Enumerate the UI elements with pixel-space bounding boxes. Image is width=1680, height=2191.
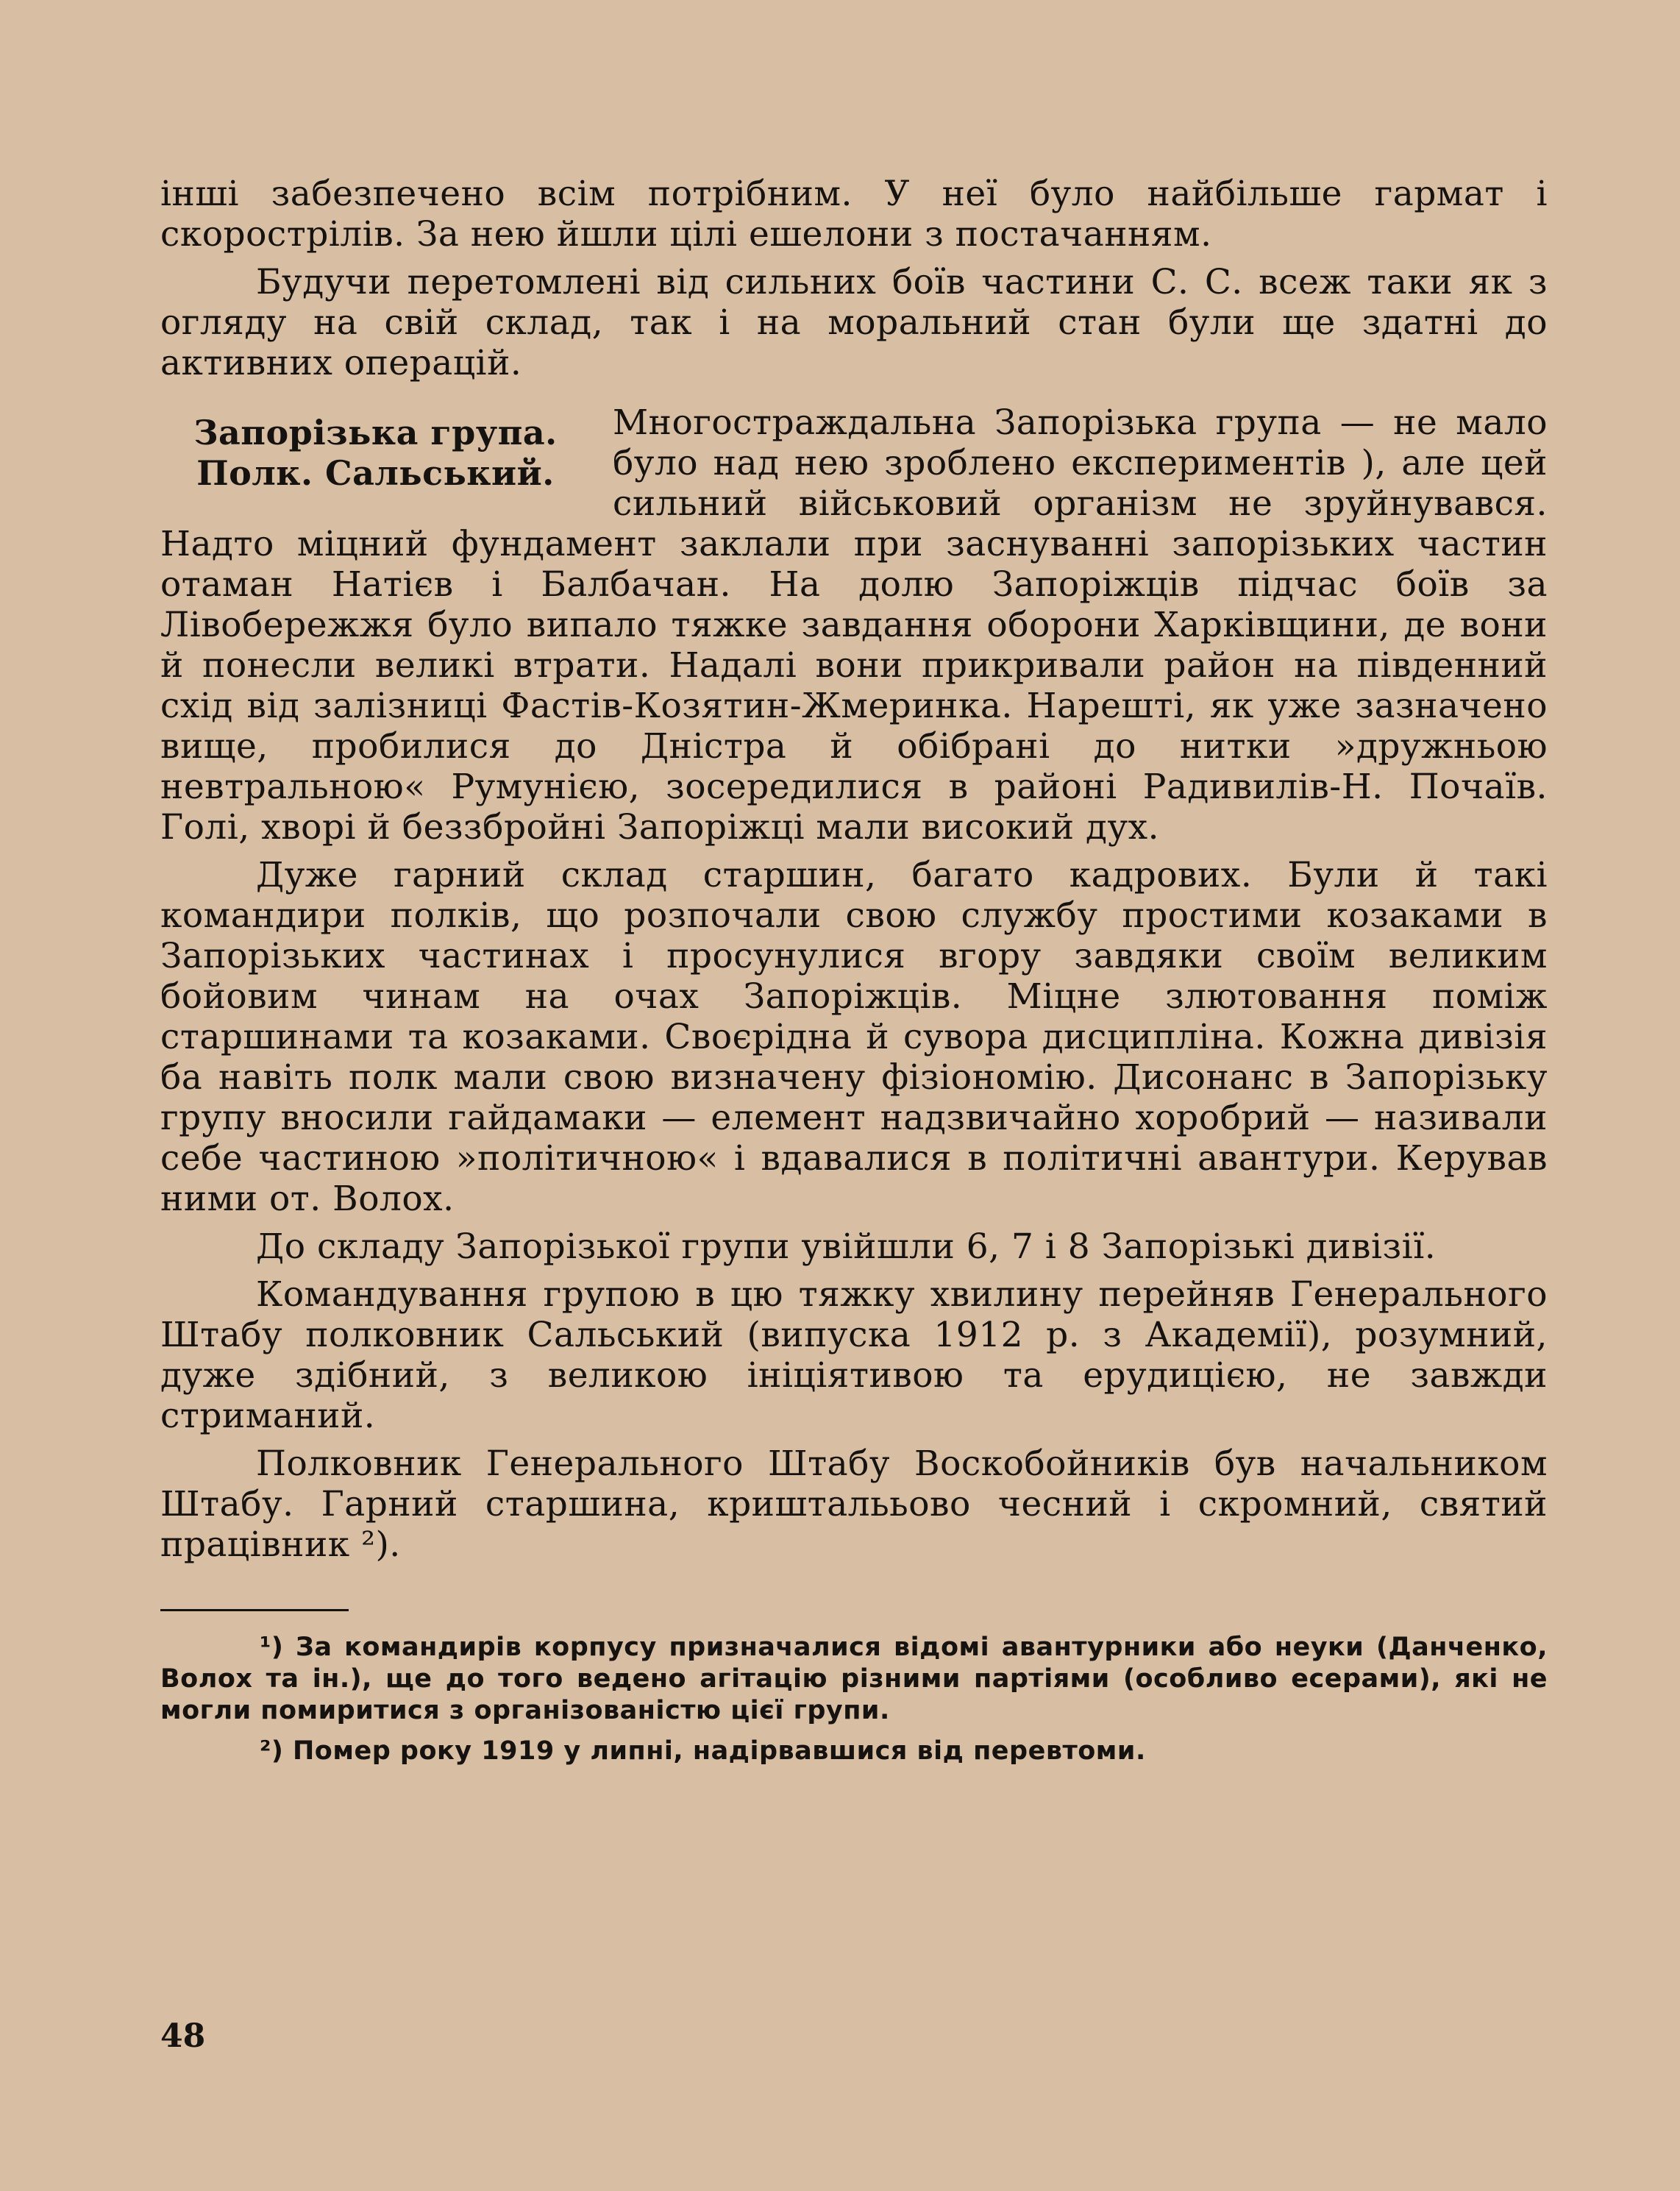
paragraph-continuation: інші забезпечено всім потрібним. У неї було найбільше гармат і скорострілів. За нею йшли цілі ешелони з постачанням. [160,174,1548,255]
paragraph-divisions: До складу Запорізької групи увійшли 6, 7 і 8 Запорізькі дивізії. [256,1226,1437,1267]
section-heading-commander: Полк. Сальський. [196,453,555,493]
paragraph-command: Командування групою в цю тяжку хвилину перейняв Генерального Штабу полковник Сальський (випуска 1912 р. з Академії), розумний, дуже здібний, з великою ініціятивою та ерудицією, не завжди стриманий. [160,1274,1548,1436]
paragraph-ss-state: Будучи перетомлені від сильних боїв частини С. С. всеж таки як з огляду на свій склад, так і на моральний стан були ще здатні до активних операцій. [160,262,1548,383]
book-page [160,174,1548,1767]
footnote-divider [160,1609,349,1611]
paragraph-officers: Дуже гарний склад старшин, багато кадрових. Були й такі командири полків, що розпочали свою службу простими козаками в Запорізьких частинах і просунулися вгору завдяки своїм великим бойовим чинам на очах Запоріжців. Міцне злютовання поміж старшинами та козаками. Своєрідна й сувора дисципліна. Кожна дивізія ба навіть полк мали свою визначену фізіономію. Дисонанс в Запорізьку групу вносили гайдамаки — елемент надзвичайно хоробрий — називали себе частиною »політичною« і вдавалися в політичні авантури. Керував ними от. Волох. [160,855,1548,1219]
paragraph-zaporizka-group: Многостраждальна Запорізька група — не мало було над нею зроблено експериментів ), але цей сильний військовий організм не зруйнувався. Надто міцний фундамент заклали при заснуванні запорізьких частин отаман Натієв і Балбачан. На долю Запоріжців підчас боїв за Лівобережжя було випало тяжке завдання оборони Харківщини, де вони й понесли великі втрати. Надалі вони прикривали район на південний схід від залізниці Фастів-Козятин-Жмеринка. Нарешті, як уже зазначено вище, пробилися до Дністра й обібрані до нитки »дружньою невтральною« Румунією, зосередилися в районі Радивилів-Н. Почаїв. Голі, хворі й беззбройні Запоріжці мали високий дух. [160,402,1548,848]
footnote-2: ²) Помер року 1919 у липні, надірвавшися від перевтоми. [260,1736,1146,1766]
footnotes [160,1632,1548,1767]
paragraph-chief-of-staff: Полковник Генерального Штабу Воскобойників був начальником Штабу. Гарний старшина, кришталььово чесний і скромний, святий працівник ²). [160,1443,1548,1565]
section-heading-title: Запорізька група. [193,413,558,452]
section-heading [160,413,591,494]
page-number: 48 [160,2017,206,2055]
footnote-1: ¹) За командирів корпусу призначалися відомі авантурники або неуки (Данченко, Волох та ін.), ще до того ведено агітацію різними партіями (особливо есерами), які не могли помиритися з організованістю цієї групи. [160,1633,1548,1725]
